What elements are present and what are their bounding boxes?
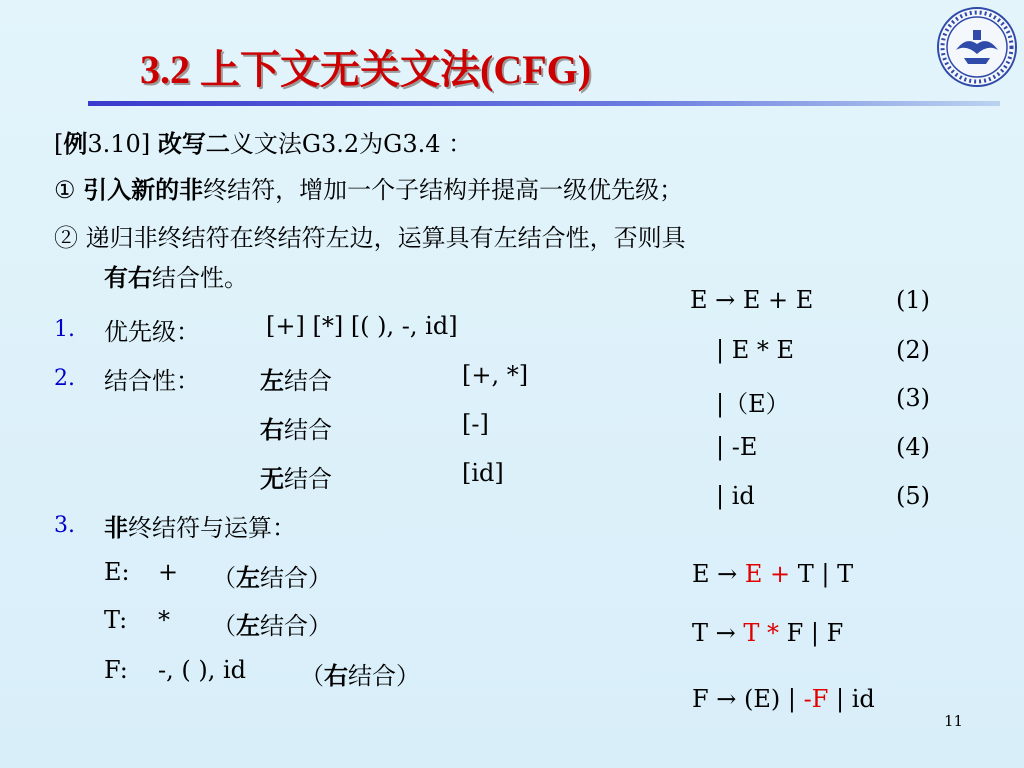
grammar-new-t: T → T * F | F bbox=[692, 619, 844, 647]
assoc-row-left-ops: [+, *] bbox=[462, 361, 529, 389]
grammar-old-num-2: (2) bbox=[896, 336, 930, 364]
grammar-new-f: F → (E) | -F | id bbox=[692, 685, 875, 713]
assoc-row-none: 无结合 bbox=[260, 464, 332, 493]
list-number-3: 3. bbox=[54, 513, 75, 538]
nt-row-f-ops: -, ( ), id bbox=[158, 656, 247, 684]
grammar-old-prod-4: | -E bbox=[716, 433, 758, 461]
assoc-row-right-ops: [-] bbox=[462, 410, 489, 438]
grammar-old-prod-5: | id bbox=[716, 482, 755, 510]
grammar-old-prod-1: E → E + E bbox=[690, 286, 814, 314]
grammar-old-prod-2: | E * E bbox=[716, 336, 795, 364]
slide-number: 11 bbox=[944, 712, 964, 730]
nt-row-t-assoc: （左结合） bbox=[212, 611, 332, 640]
nt-row-t-symbol: T: bbox=[104, 606, 128, 634]
university-emblem bbox=[936, 6, 1018, 88]
title-underline bbox=[88, 101, 1000, 106]
example-line: [例3.10] 改写二义文法G3.2为G3.4 ： bbox=[54, 129, 473, 158]
list-number-1: 1. bbox=[54, 317, 75, 342]
assoc-row-right: 右结合 bbox=[260, 415, 332, 444]
slide-title: 3.2 上下文无关文法(CFG) bbox=[140, 47, 592, 92]
nonterminal-heading: 非终结符与运算： bbox=[104, 513, 296, 542]
nt-row-f-symbol: F: bbox=[104, 656, 128, 684]
nt-row-f-assoc: （右结合） bbox=[300, 661, 420, 690]
nt-row-e-symbol: E: bbox=[104, 558, 130, 586]
precedence-value: [+] [*] [( ), -, id] bbox=[266, 312, 458, 340]
associativity-label: 结合性： bbox=[104, 367, 200, 395]
nt-row-t-ops: * bbox=[158, 606, 170, 634]
grammar-old-num-4: (4) bbox=[896, 433, 930, 461]
grammar-old-num-5: (5) bbox=[896, 482, 930, 510]
list-number-2: 2. bbox=[54, 366, 75, 391]
assoc-row-none-ops: [id] bbox=[462, 459, 504, 487]
grammar-old-num-3: (3) bbox=[896, 384, 930, 412]
grammar-old-prod-3: |（E） bbox=[716, 390, 790, 418]
grammar-old-num-1: (1) bbox=[896, 286, 930, 314]
nt-row-e-assoc: （左结合） bbox=[212, 563, 332, 592]
point-2-continued: 有右结合性。 bbox=[104, 263, 248, 292]
precedence-label: 优先级： bbox=[104, 318, 200, 346]
nt-row-e-ops: + bbox=[158, 558, 179, 586]
grammar-new-e: E → E + T | T bbox=[692, 560, 854, 588]
assoc-row-left: 左结合 bbox=[260, 366, 332, 395]
point-1: ① 引入新的非终结符，增加一个子结构并提高一级优先级； bbox=[54, 175, 684, 204]
point-2: ② 递归非终结符在终结符左边，运算具有左结合性，否则具 bbox=[54, 224, 686, 252]
